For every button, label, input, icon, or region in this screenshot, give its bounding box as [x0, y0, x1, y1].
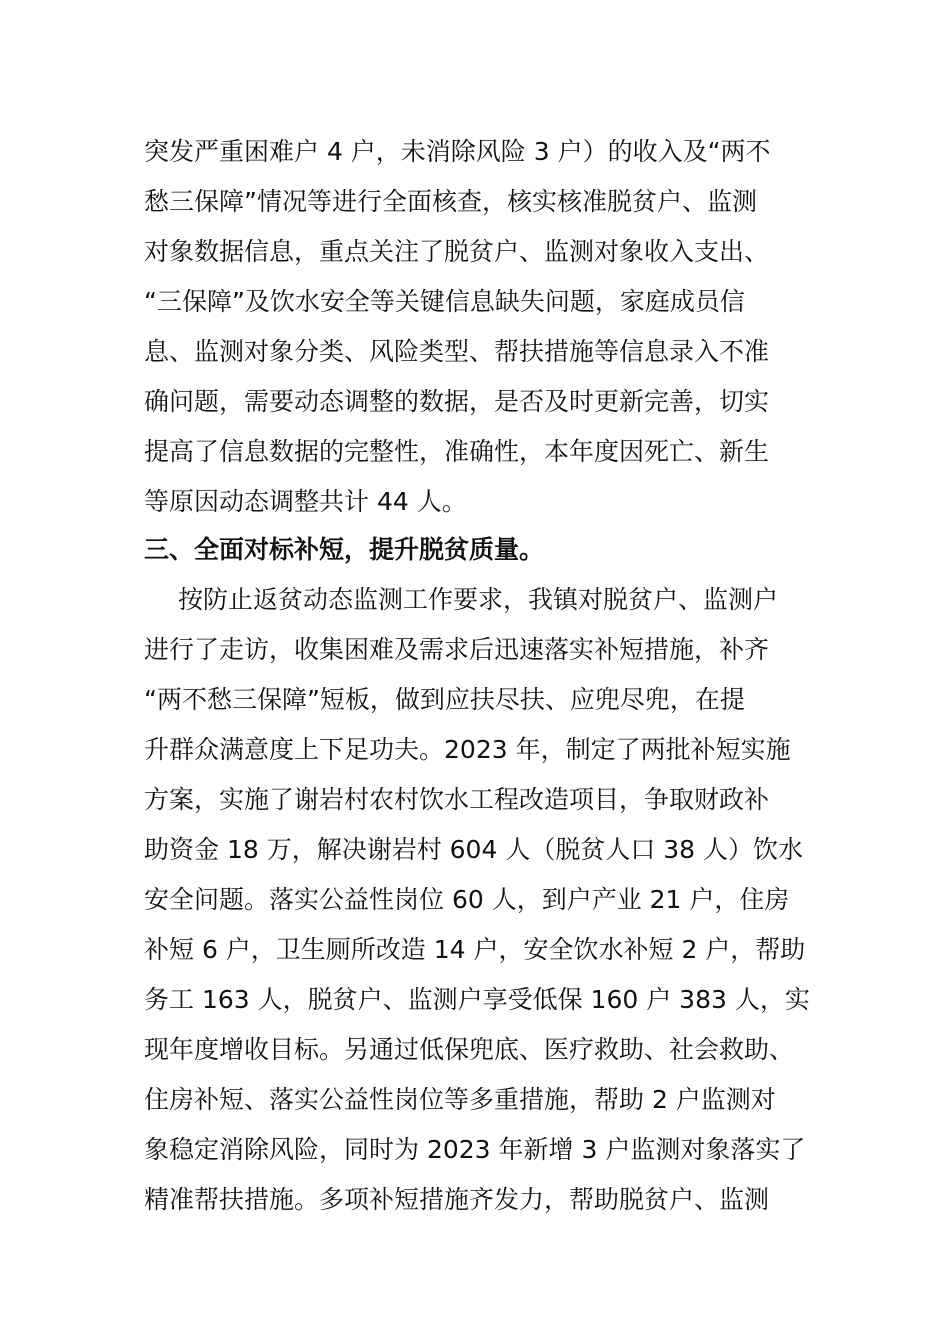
- text-line: 现年度增收目标。另通过低保兜底、医疗救助、社会救助、: [144, 1035, 795, 1064]
- text-line: 象稳定消除风险，同时为 2023 年新增 3 户监测对象落实了: [144, 1135, 806, 1164]
- text-line: 愁三保障”情况等进行全面核查，核实核准脱贫户、监测: [144, 187, 757, 216]
- text-line: 住房补短、落实公益性岗位等多重措施，帮助 2 户监测对: [144, 1085, 776, 1114]
- text-line: “两不愁三保障”短板，做到应扶尽扶、应兜尽兜，在提: [144, 685, 745, 714]
- text-line: 务工 163 人，脱贫户、监测户享受低保 160 户 383 人，实: [144, 985, 810, 1014]
- text-line: 等原因动态调整共计 44 人。: [144, 487, 467, 516]
- text-line: 助资金 18 万，解决谢岩村 604 人（脱贫人口 38 人）饮水: [144, 835, 804, 864]
- text-line: 方案，实施了谢岩村农村饮水工程改造项目，争取财政补: [144, 785, 770, 814]
- text-line: 对象数据信息，重点关注了脱贫户、监测对象收入支出、: [144, 237, 770, 266]
- section-heading: 三、全面对标补短，提升脱贫质量。: [144, 535, 545, 564]
- text-line: 突发严重困难户 4 户，未消除风险 3 户）的收入及“两不: [144, 137, 771, 166]
- text-line: 精准帮扶措施。多项补短措施齐发力，帮助脱贫户、监测: [144, 1185, 770, 1214]
- text-line: 进行了走访，收集困难及需求后迅速落实补短措施，补齐: [144, 635, 770, 664]
- text-line: “三保障”及饮水安全等关键信息缺失问题，家庭成员信: [144, 287, 745, 316]
- text-line: 按防止返贫动态监测工作要求，我镇对脱贫户、监测户: [178, 585, 779, 614]
- text-line: 确问题，需要动态调整的数据，是否及时更新完善，切实: [144, 387, 770, 416]
- text-line: 升群众满意度上下足功夫。2023 年，制定了两批补短实施: [144, 735, 791, 764]
- text-line: 安全问题。落实公益性岗位 60 人，到户产业 21 户，住房: [144, 885, 790, 914]
- text-line: 息、监测对象分类、风险类型、帮扶措施等信息录入不准: [144, 337, 770, 366]
- text-line: 提高了信息数据的完整性，准确性，本年度因死亡、新生: [144, 437, 770, 466]
- text-line: 补短 6 户，卫生厕所改造 14 户，安全饮水补短 2 户，帮助: [144, 935, 806, 964]
